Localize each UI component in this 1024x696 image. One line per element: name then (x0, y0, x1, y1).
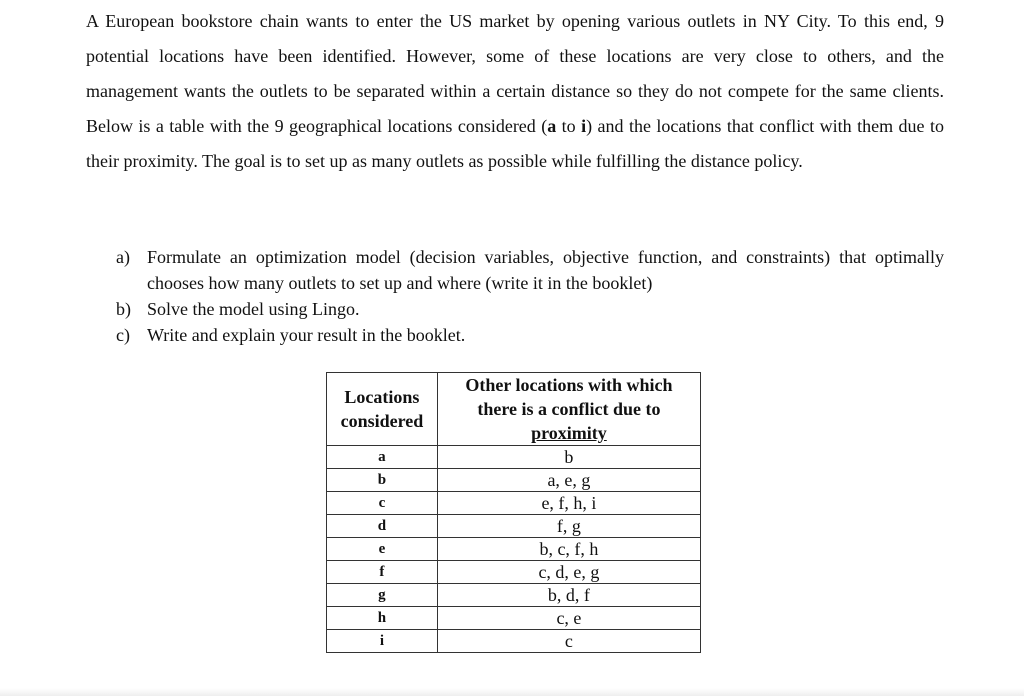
table-row (327, 492, 701, 515)
table-row (327, 630, 701, 653)
location-cell: g (327, 584, 438, 607)
header-locations-considered (327, 373, 438, 446)
question-marker: a) (116, 247, 130, 267)
location-cell: c (327, 492, 438, 515)
problem-text-bold-a: a (547, 116, 557, 136)
table-row (327, 607, 701, 630)
table-header-row (327, 373, 701, 446)
problem-text-part2: to (556, 116, 582, 136)
question-item-c (116, 322, 944, 348)
conflicts-cell: f, g (437, 515, 700, 538)
header-col2-line3: proximity (531, 423, 607, 443)
location-cell: b (327, 469, 438, 492)
problem-statement (86, 4, 944, 179)
location-cell: i (327, 630, 438, 653)
question-item-b (116, 296, 944, 322)
question-text: Solve the model using Lingo. (147, 299, 360, 319)
problem-text-part3: ) and the locations that conflict with them due to their proximity. The goal is to set up as many outlets as possible while fulfilling the distance policy. (86, 116, 944, 171)
question-text: Formulate an optimization model (decision variables, objective function, and constraints) that optimally chooses how many outlets to set up and where (write it in the booklet) (147, 247, 944, 293)
conflicts-cell: c, e (437, 607, 700, 630)
question-list (116, 244, 944, 348)
conflicts-cell: b, d, f (437, 584, 700, 607)
header-conflicting-locations (437, 373, 700, 446)
locations-table (326, 372, 701, 653)
question-marker: b) (116, 299, 131, 319)
page-bottom-edge (0, 688, 1024, 696)
header-col1-line2: considered (340, 411, 424, 431)
table-row (327, 538, 701, 561)
header-col2-line2: there is a conflict due to (477, 399, 661, 419)
location-cell: f (327, 561, 438, 584)
table-row (327, 446, 701, 469)
conflicts-cell: e, f, h, i (437, 492, 700, 515)
table-row (327, 584, 701, 607)
conflicts-cell: c, d, e, g (437, 561, 700, 584)
problem-text-part1: A European bookstore chain wants to enter the US market by opening various outlets in NY City. To this end, 9 potential locations have been identified. However, some of these locations are very close to others, and the management wants the outlets to be separated within a certain distance so they do not compete for the same clients. Below is a table with the 9 geographical locations considered ( (86, 11, 944, 136)
conflicts-cell: c (437, 630, 700, 653)
table-row (327, 515, 701, 538)
table-row (327, 469, 701, 492)
conflicts-cell: b, c, f, h (437, 538, 700, 561)
question-text: Write and explain your result in the booklet. (147, 325, 466, 345)
header-col1-line1: Locations (344, 387, 420, 407)
location-cell: a (327, 446, 438, 469)
question-item-a (116, 244, 944, 296)
conflicts-cell: a, e, g (437, 469, 700, 492)
header-col2-line1: Other locations with which (465, 375, 673, 395)
location-cell: d (327, 515, 438, 538)
question-marker: c) (116, 325, 130, 345)
table-row (327, 561, 701, 584)
problem-text-bold-i: i (581, 116, 587, 136)
location-cell: e (327, 538, 438, 561)
location-cell: h (327, 607, 438, 630)
conflicts-cell: b (437, 446, 700, 469)
